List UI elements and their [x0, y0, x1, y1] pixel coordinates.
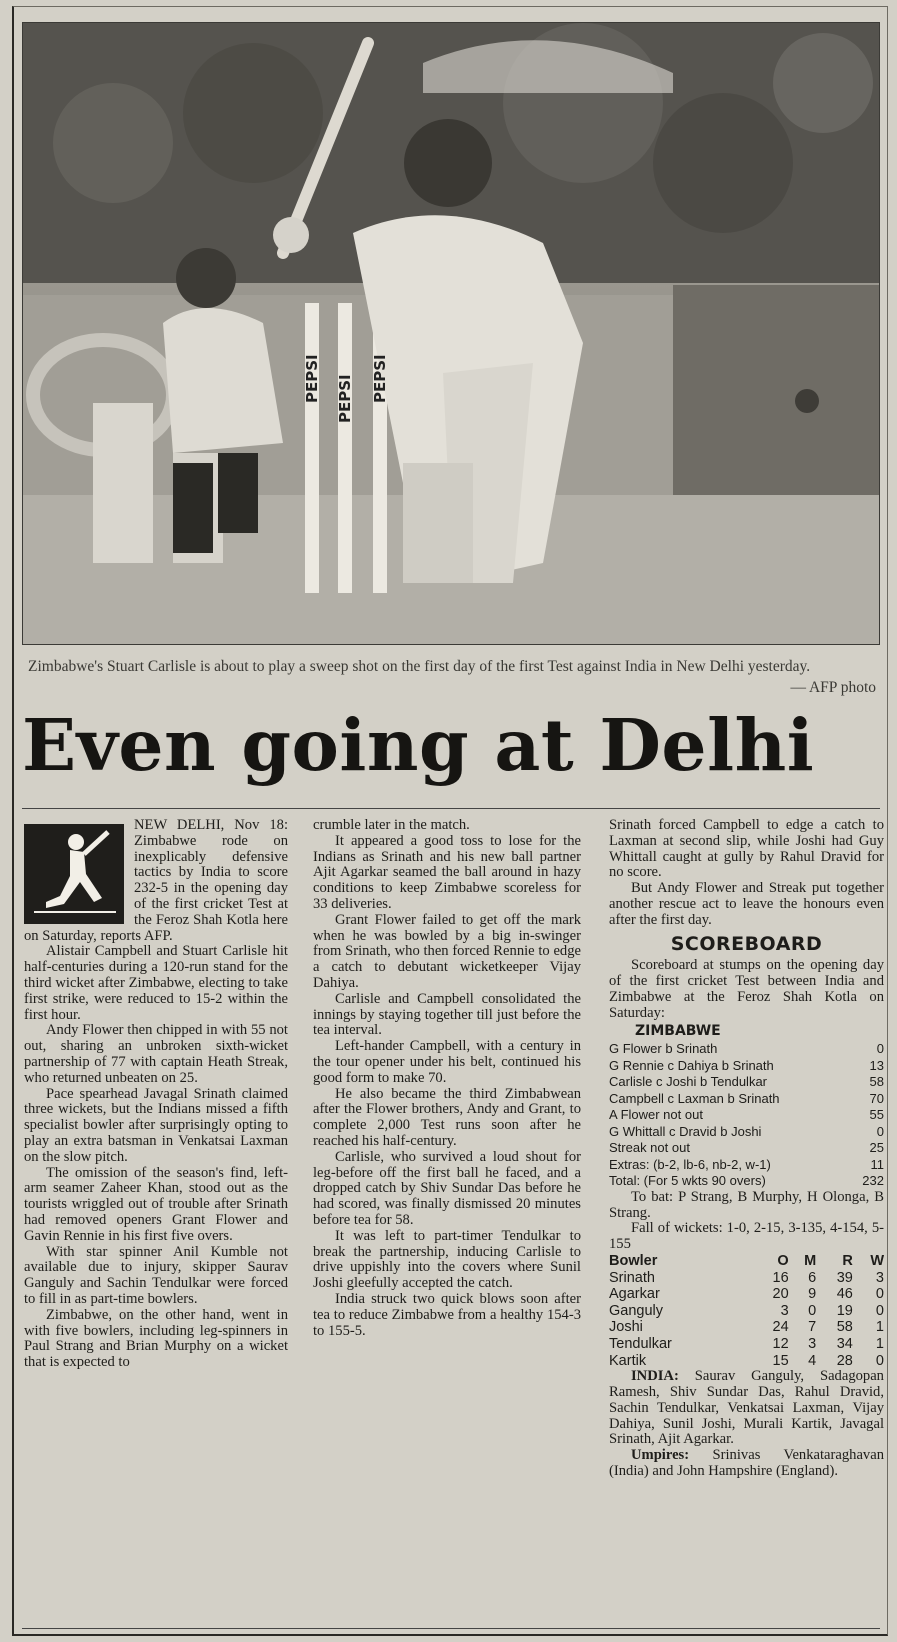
batting-row [609, 1173, 884, 1190]
scoreboard-intro: Scoreboard at stumps on the opening day of the first cricket Test between India and Zimbabwe at the Feroz Shah Kotla on Saturday: [609, 957, 884, 1021]
bowling-row [609, 1353, 884, 1370]
bowling-row [609, 1336, 884, 1353]
bowling-cell: 0 [875, 1286, 884, 1303]
bowling-cell: 0 [875, 1302, 884, 1319]
batsman-runs: 0 [876, 1123, 884, 1139]
batting-team: ZIMBABWE [635, 1022, 721, 1039]
batting-row [609, 1074, 884, 1091]
umpires-label: Umpires: [631, 1447, 690, 1464]
batting-scorecard [609, 1041, 884, 1190]
bowling-cell: 19 [836, 1302, 853, 1319]
batsman-dismissal: Carlisle c Joshi b Tendulkar [609, 1074, 767, 1090]
article-paragraph: Srinath forced Campbell to edge a catch to Laxman at second slip, while Joshi had Guy Whittall caught at gully by Rahul Dravid for no score. [609, 817, 884, 881]
article-paragraph: crumble later in the match. [313, 817, 470, 833]
batting-row [609, 1091, 884, 1108]
article-paragraph: It appeared a good toss to lose for the Indians as Srinath and his new ball partner Ajit Agarkar seamed the ball around in hazy conditions to keep Zimbabwe scoreless for 33 deliveries. [313, 832, 581, 912]
stump-ad-3: PEPSI [371, 354, 389, 403]
india-label: INDIA: [631, 1368, 679, 1385]
batsman-runs: 0 [876, 1041, 884, 1057]
stump-ad-2: PEPSI [336, 374, 354, 423]
bowling-cell: 16 [772, 1269, 789, 1286]
news-photo [22, 22, 880, 645]
batsman-dismissal: G Flower b Srinath [609, 1041, 718, 1057]
caption-text: Zimbabwe's Stuart Carlisle is about to play a sweep shot on the first day of the first Test against India in New Delhi yesterday. [28, 658, 811, 675]
bowling-cell: Agarkar [609, 1286, 660, 1303]
bowling-header-row [609, 1253, 884, 1270]
batting-row [609, 1041, 884, 1058]
article-paragraph: He also became the third Zimbabwean after the Flower brothers, Andy and Grant, to complete 2,000 Test runs soon after he reached his half-century. [313, 1085, 581, 1149]
article-column-1 [24, 818, 288, 1371]
article-paragraph: Andy Flower then chipped in with 55 not out, sharing an unbroken sixth-wicket partnership of 77 with captain Heath Streak, who returned unbeaten on 25. [24, 1022, 288, 1086]
bowling-cell: 7 [808, 1319, 817, 1336]
batting-row [609, 1058, 884, 1075]
batsman-runs: 58 [869, 1074, 884, 1090]
article-paragraph: Grant Flower failed to get off the mark when he was bowled by a big in-swinger from Srinath, who then forced Rennie to edge a catch to debutant wicketkeeper Vijay Dahiya. [313, 911, 581, 991]
bottom-rule [22, 1628, 880, 1629]
bowling-cell: Srinath [609, 1269, 655, 1286]
photo-credit: — AFP photo [790, 679, 876, 696]
batsman-runs: 70 [869, 1090, 884, 1106]
article-column-3 [609, 818, 884, 1480]
batting-row [609, 1107, 884, 1124]
article-paragraph: The omission of the season's find, left-arm seamer Zaheer Khan, stood out as the tourists wriggled out of trouble after Srinath had removed openers Grant Flower and Gavin Rennie in his first five overs. [24, 1164, 288, 1244]
article-paragraph: India struck two quick blows soon after tea to reduce Zimbabwe from a healthy 154-3 to 155-5. [313, 1290, 581, 1339]
article-paragraph: Left-hander Campbell, with a century in the tour opener under his belt, continued his good form to make 70. [313, 1038, 581, 1086]
bowling-cell: 3 [808, 1336, 817, 1353]
batsman-runs: 13 [869, 1057, 884, 1073]
batsman-runs: 55 [869, 1107, 884, 1123]
bowling-cell: 20 [772, 1286, 789, 1303]
batsman-dismissal: Streak not out [609, 1140, 690, 1156]
article-paragraph: NEW DELHI, Nov 18: Zimbabwe rode on inexplicably defensive tactics by India to score 232-5 in the opening day of the first cricket Test at the Feroz Shah Kotla here on Saturday, reports AFP. [24, 817, 288, 944]
bowling-cell: 0 [808, 1302, 817, 1319]
article-paragraph: It was left to part-timer Tendulkar to break the partnership, inducing Carlisle to drive uppishly into the covers where Sunil Joshi gleefully accepted the catch. [313, 1227, 581, 1292]
to-bat: To bat: P Strang, B Murphy, H Olonga, B Strang. [609, 1188, 884, 1221]
bowling-cell: 6 [808, 1269, 817, 1286]
bowling-cell: 3 [875, 1269, 884, 1286]
bowling-row [609, 1319, 884, 1336]
bowling-cell: Ganguly [609, 1302, 664, 1319]
photo-caption [28, 656, 878, 696]
bowling-cell: Joshi [609, 1319, 643, 1336]
batsman-runs: 232 [862, 1173, 884, 1189]
bowling-figures [609, 1253, 884, 1369]
article-paragraph: Zimbabwe, on the other hand, went in with five bowlers, including leg-spinners in Paul Strang and Brian Murphy on a wicket that is expected to [24, 1306, 288, 1371]
bowling-cell: 46 [836, 1286, 853, 1303]
article-paragraph: Pace spearhead Javagal Srinath claimed three wickets, but the Indians missed a fifth specialist bowler after surprisingly opting to play an extra batsman in Venkatsai Laxman on the slow pitch. [24, 1085, 288, 1165]
cricket-batsman-icon [24, 824, 124, 924]
batsman-dismissal: Extras: (b-2, lb-6, nb-2, w-1) [609, 1156, 771, 1172]
bowling-cell: 0 [875, 1352, 884, 1369]
cricket-photo-illustration [23, 23, 880, 645]
article-paragraph: But Andy Flower and Streak put together another rescue act to leave the honours even after the first day. [609, 880, 884, 928]
bowling-cell: 12 [772, 1336, 789, 1353]
fall-of-wickets: Fall of wickets: 1-0, 2-15, 3-135, 4-154, 5-155 [609, 1220, 884, 1253]
bowling-cell: 58 [836, 1319, 853, 1336]
stump-ad-1: PEPSI [303, 354, 321, 403]
scoreboard-title: SCOREBOARD [670, 932, 823, 955]
article-paragraph: Alistair Campbell and Stuart Carlisle hit half-centuries during a 120-run stand for the third wicket after Zimbabwe, electing to take first strike, were reduced to 15-2 within the first hour. [24, 943, 288, 1023]
article-paragraph: Carlisle and Campbell consolidated the innings by staying together till just before the tea interval. [313, 990, 581, 1039]
bowling-header-cell: O [777, 1253, 789, 1270]
bowling-cell: 1 [875, 1319, 884, 1336]
batsman-dismissal: G Whittall c Dravid b Joshi [609, 1123, 762, 1139]
batting-row [609, 1157, 884, 1174]
batting-row [609, 1124, 884, 1141]
bowling-cell: Kartik [609, 1352, 647, 1369]
bowling-cell: 9 [808, 1286, 817, 1303]
umpires [609, 1448, 884, 1480]
bowling-header-cell: R [842, 1253, 853, 1270]
batsman-runs: 25 [869, 1140, 884, 1156]
article-paragraph: Carlisle, who survived a loud shout for leg-before off the first ball he faced, and a dropped catch by Shiv Sundar Das before he had scored, was finally dismissed 20 minutes before tea for 58. [313, 1148, 581, 1228]
headline: Even going at Delhi [22, 703, 815, 787]
batsman-runs: 11 [870, 1156, 884, 1172]
bowling-cell: 1 [875, 1336, 884, 1353]
bowling-header-cell: W [870, 1253, 884, 1270]
bowling-row [609, 1270, 884, 1287]
india-team [609, 1369, 884, 1448]
bowling-header-cell: M [804, 1253, 817, 1270]
bowling-cell: 28 [836, 1352, 853, 1369]
bowling-cell: Tendulkar [609, 1336, 672, 1353]
india-players: Saurav Ganguly, Sadagopan Ramesh, Shiv Sundar Das, Rahul Dravid, Sachin Tendulkar, Venkatsai Laxman, Vijay Dahiya, Sunil Joshi, Murali Kartik, Javagal Srinath, Ajit Agarkar. [609, 1368, 884, 1448]
batting-row [609, 1140, 884, 1157]
headline-rule [22, 808, 880, 809]
article-column-2 [313, 818, 581, 1339]
batsman-dismissal: Total: (For 5 wkts 90 overs) [609, 1173, 766, 1189]
bowling-row [609, 1303, 884, 1320]
bowling-cell: 4 [808, 1352, 817, 1369]
bowling-header-cell: Bowler [609, 1253, 658, 1270]
bowling-cell: 3 [780, 1302, 789, 1319]
bowling-row [609, 1286, 884, 1303]
batsman-dismissal: Campbell c Laxman b Srinath [609, 1090, 780, 1106]
batsman-dismissal: A Flower not out [609, 1107, 703, 1123]
bowling-cell: 34 [836, 1336, 853, 1353]
bowling-cell: 24 [772, 1319, 789, 1336]
batsman-dismissal: G Rennie c Dahiya b Srinath [609, 1057, 774, 1073]
article-paragraph: With star spinner Anil Kumble not available due to injury, skipper Saurav Ganguly and Sachin Tendulkar were forced to fill in as part-time bowlers. [24, 1243, 288, 1307]
bowling-cell: 39 [836, 1269, 853, 1286]
bowling-cell: 15 [772, 1352, 789, 1369]
umpires-names: Srinivas Venkataraghavan (India) and John Hampshire (England). [609, 1447, 884, 1479]
